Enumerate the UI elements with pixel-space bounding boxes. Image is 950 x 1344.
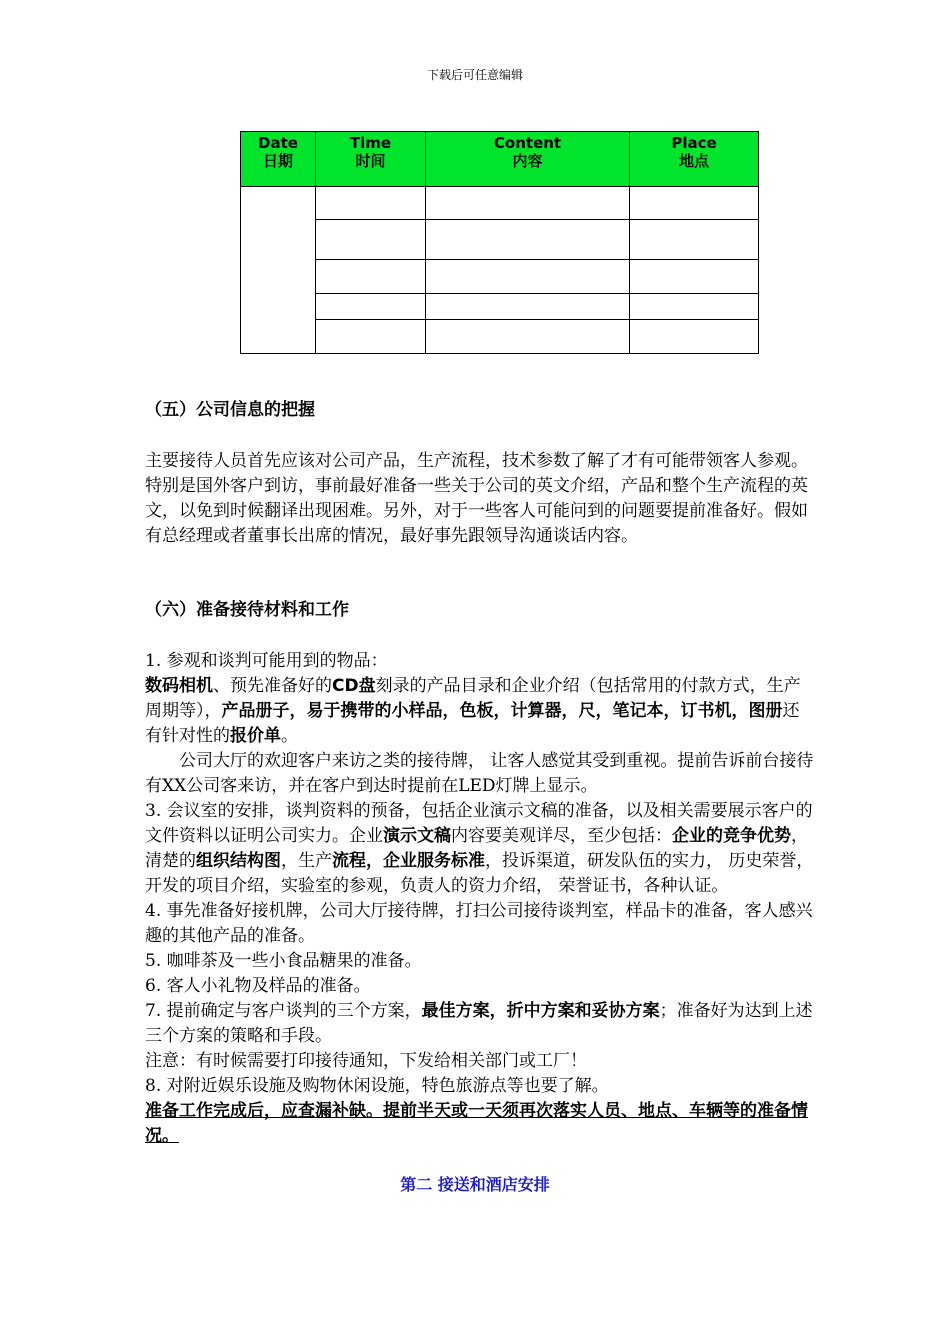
item2: 公司大厅的欢迎客户来访之类的接待牌， 让客人感觉其受到重视。提前告诉前台接待有XX公司客来访，并在客户到达时提前在LED灯牌上显示。 xyxy=(145,751,814,796)
page-header: 下载后可任意编辑 xyxy=(426,68,523,82)
header-date: Date 日期 xyxy=(241,132,316,187)
item4: 4. 事先准备好接机牌，公司大厅接待牌，打扫公司接待谈判室，样品卡的准备，客人感兴趣的其他产品的准备。 xyxy=(145,901,813,946)
section6-title: （六）准备接待材料和工作 xyxy=(145,600,349,620)
item6: 6. 客人小礼物及样品的准备。 xyxy=(145,976,371,996)
table-row xyxy=(241,320,759,354)
header-place: Place 地点 xyxy=(630,132,759,187)
table-row xyxy=(241,260,759,294)
chapter-title: 第二 接送和酒店安排 xyxy=(400,1175,550,1194)
item7: 7. 提前确定与客户谈判的三个方案，最佳方案，折中方案和妥协方案；准备好为达到上述三个方案的策略和手段。 xyxy=(145,1001,813,1046)
schedule-table xyxy=(240,131,759,354)
header-content: Content 内容 xyxy=(426,132,630,187)
table-header-row xyxy=(241,132,759,187)
table-row xyxy=(241,294,759,320)
item1-intro: 1. 参观和谈判可能用到的物品： xyxy=(145,651,388,671)
date-cell xyxy=(241,187,316,354)
item8: 8. 对附近娱乐设施及购物休闲设施，特色旅游点等也要了解。 xyxy=(145,1076,609,1096)
note: 注意：有时候需要打印接待通知，下发给相关部门或工厂！ xyxy=(145,1051,587,1071)
item5: 5. 咖啡茶及一些小食品糖果的准备。 xyxy=(145,951,422,971)
summary: 准备工作完成后，应查漏补缺。提前半天或一天须再次落实人员、地点、车辆等的准备情况。 xyxy=(145,1101,808,1146)
item3: 3. 会议室的安排，谈判资料的预备，包括企业演示文稿的准备，以及相关需要展示客户的文件资料以证明公司实力。企业演示文稿内容要美观详尽，至少包括：企业的竞争优势，清楚的组织结构图，生产流程，企业服务标准，投诉渠道，研发队伍的实力， 历史荣誉，开发的项目介绍，实验室的参观，负责人的资力介绍， 荣誉证书，各种认证。 xyxy=(145,801,814,896)
header-time: Time 时间 xyxy=(316,132,426,187)
table-row xyxy=(241,220,759,260)
table-row xyxy=(241,187,759,220)
section5-title: （五）公司信息的把握 xyxy=(145,400,315,420)
item1-detail: 数码相机、预先准备好的CD盘刻录的产品目录和企业介绍（包括常用的付款方式，生产周期等），产品册子，易于携带的小样品，色板，计算器，尺，笔记本，订书机，图册还有针对性的报价单。 xyxy=(145,676,801,746)
section5-paragraph: 主要接待人员首先应该对公司产品，生产流程，技术参数了解了才有可能带领客人参观。特别是国外客户到访，事前最好准备一些关于公司的英文介绍，产品和整个生产流程的英文，以免到时候翻译出现困难。另外，对于一些客人可能问到的问题要提前准备好。假如有总经理或者董事长出席的情况，最好事先跟领导沟通谈话内容。 xyxy=(145,451,808,546)
section6-body xyxy=(145,649,815,1149)
